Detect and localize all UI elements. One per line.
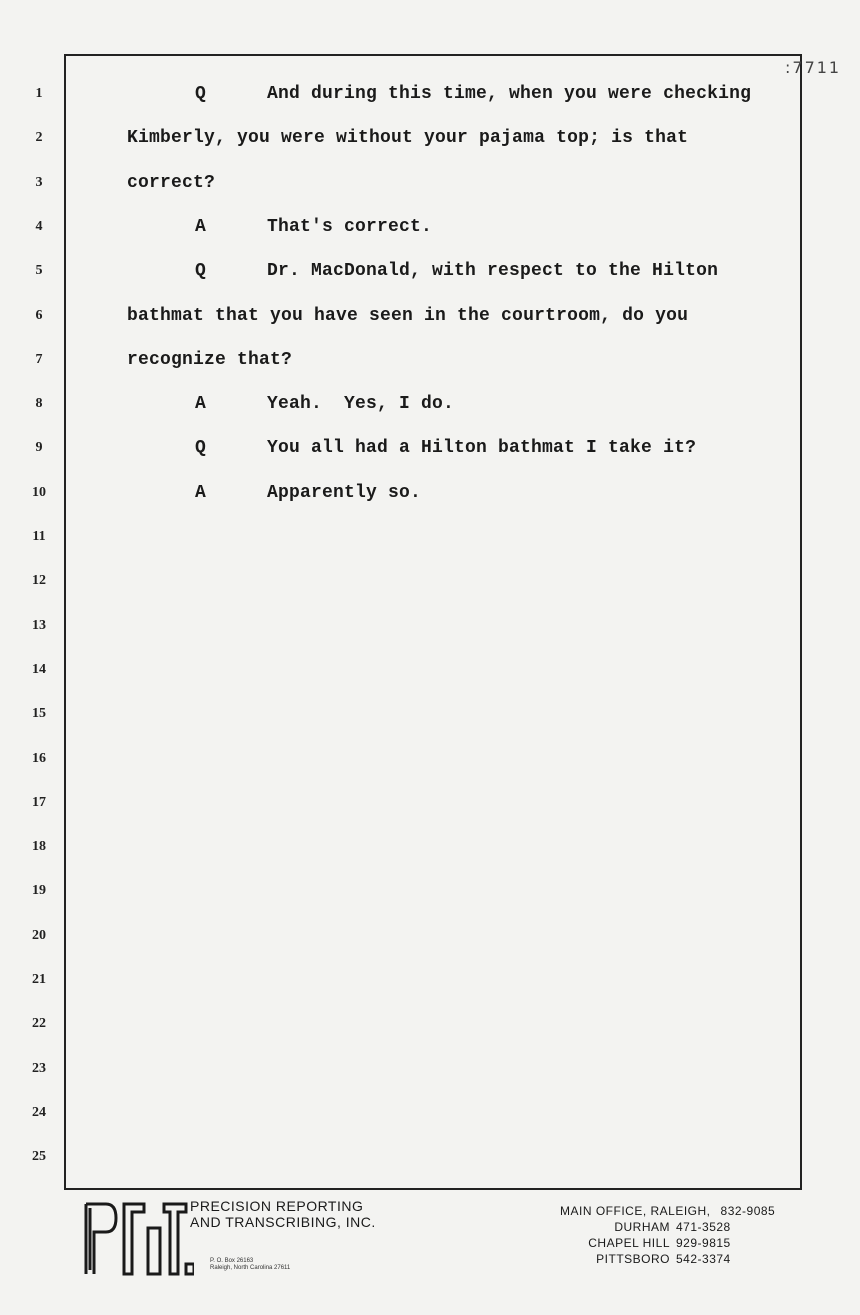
- line-number: 25: [32, 1149, 46, 1165]
- line-number: 16: [32, 750, 46, 766]
- po-box-address: [210, 1258, 290, 1272]
- office-row: [560, 1251, 775, 1267]
- office-row: [560, 1203, 775, 1219]
- office-name: CHAPEL HILL: [588, 1236, 670, 1250]
- transcript-page-frame: [64, 54, 802, 1190]
- line-number: 18: [32, 839, 46, 855]
- company-line-2: AND TRANSCRIBING, INC.: [190, 1214, 376, 1230]
- line-number: 12: [32, 573, 46, 589]
- line-number: 21: [32, 972, 46, 987]
- transcript-line: You all had a Hilton bathmat I take it?: [267, 438, 697, 459]
- line-number: 14: [32, 661, 46, 677]
- line-number: 6: [35, 307, 43, 323]
- transcript-line: correct?: [127, 172, 216, 193]
- speaker-label: Q: [195, 261, 206, 282]
- po-box-line-1: P. O. Box 26163: [210, 1258, 254, 1264]
- line-number: 4: [35, 218, 43, 234]
- transcript-line: That's correct.: [267, 216, 433, 237]
- line-number: 24: [32, 1104, 46, 1120]
- transcript-line: Yeah. Yes, I do.: [267, 394, 455, 415]
- speaker-label: A: [195, 394, 206, 415]
- office-phone: 929-9815: [676, 1236, 731, 1250]
- speaker-label: A: [195, 482, 206, 503]
- line-number: 13: [32, 617, 46, 633]
- company-line-1: PRECISION REPORTING: [190, 1198, 364, 1214]
- office-phone-list: [560, 1203, 775, 1267]
- office-phone: 471-3528: [676, 1220, 731, 1234]
- line-number: 11: [32, 529, 46, 544]
- line-number: 9: [35, 440, 43, 456]
- line-number: 17: [32, 794, 46, 810]
- office-row: [560, 1235, 775, 1251]
- office-name: MAIN OFFICE, RALEIGH,: [560, 1204, 711, 1218]
- office-name: PITTSBORO: [596, 1252, 670, 1266]
- speaker-label: Q: [195, 84, 206, 104]
- office-name: DURHAM: [614, 1220, 670, 1234]
- office-row: [560, 1219, 775, 1235]
- po-box-line-2: Raleigh, North Carolina 27611: [210, 1265, 291, 1271]
- transcript-line: recognize that?: [127, 349, 293, 370]
- line-number: 8: [35, 396, 43, 412]
- line-number: 22: [32, 1016, 46, 1032]
- line-number: 2: [35, 130, 43, 146]
- transcript-line: Kimberly, you were without your pajama top; is that: [127, 128, 689, 149]
- transcript-line: bathmat that you have seen in the courtroom, do you: [127, 305, 689, 326]
- line-number: 19: [32, 883, 46, 899]
- line-number: 10: [32, 484, 46, 500]
- company-name: [190, 1198, 376, 1230]
- line-number: 15: [32, 706, 46, 722]
- page-corner-mark: :7711: [785, 58, 842, 77]
- speaker-label: A: [195, 216, 206, 237]
- transcript-line: Dr. MacDonald, with respect to the Hilton: [267, 261, 719, 282]
- office-phone: 542-3374: [676, 1252, 731, 1266]
- speaker-label: Q: [195, 438, 206, 459]
- transcript-line: And during this time, when you were checking: [267, 84, 752, 104]
- office-phone: 832-9085: [720, 1204, 776, 1218]
- pt-logo: [82, 1198, 194, 1278]
- line-number: 7: [35, 351, 43, 367]
- transcript-line: Apparently so.: [267, 482, 422, 503]
- line-number: 5: [35, 263, 43, 279]
- line-number: 20: [32, 927, 46, 943]
- line-number: 3: [35, 174, 43, 190]
- line-number: 1: [35, 86, 43, 101]
- line-number: 23: [32, 1060, 46, 1076]
